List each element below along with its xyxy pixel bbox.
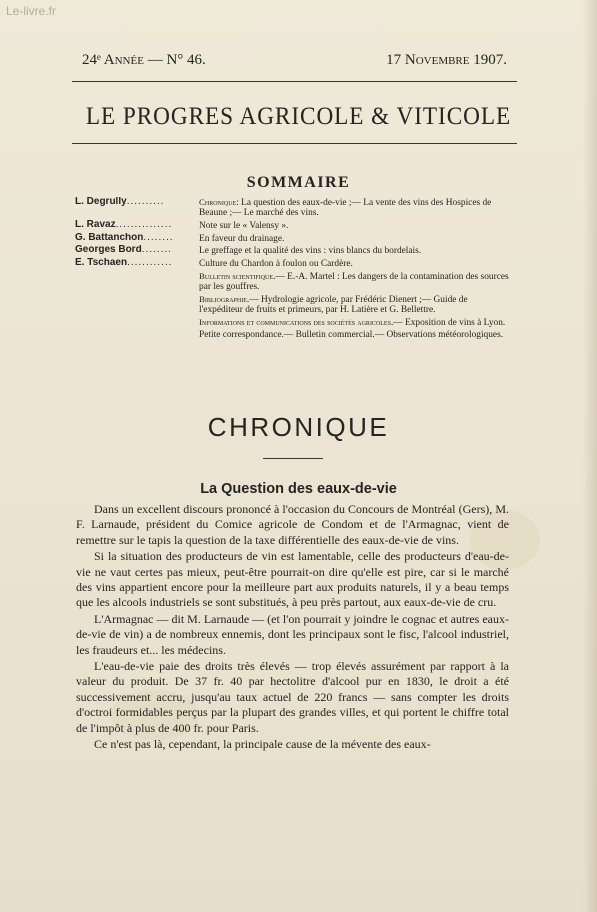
toc-item [75, 329, 512, 340]
top-rule [72, 81, 517, 82]
page-edge-shadow [583, 0, 597, 912]
toc-item [75, 271, 512, 293]
toc-entry: Note sur le « Valensy ». [199, 220, 289, 231]
toc-entry: Bibliographie.— Hydrologie agricole, par Frédéric Dienert ;— Guide de l'expéditeur de fruits et primeurs, par H. Latière et G. Bellettre. [199, 293, 468, 316]
toc-entry: Petite correspondance.— Bulletin commercial.— Observations météorologiques. [199, 330, 504, 341]
article-paragraph: Ce n'est pas là, cependant, la principale cause de la mévente des eaux- [94, 737, 431, 752]
toc-entry: Culture du Chardon à foulon ou Cardère. [199, 259, 353, 270]
toc-author [75, 271, 199, 293]
toc-author: L. Ravaz............... [75, 219, 173, 230]
toc-item [75, 245, 512, 256]
article-paragraph: Si la situation des producteurs de vin est lamentable, celle des producteurs d'eau-de-vie ne vaut certes pas mieux, peut-être pourrait-on dire qu'elle est pire, car si le marché des vins appartient encore pour la meilleure part aux produits naturels, il y a beau temps que les alcools industriels se sont substitués, à peu près partout, aux eaux-de-vie de cru. [76, 549, 509, 610]
masthead-title: LE PROGRES AGRICOLE & VITICOLE [85, 103, 512, 130]
toc-author [75, 329, 199, 340]
toc-author: G. Battanchon........ [75, 232, 174, 243]
toc-entry: Informations et communications des sociétés agricoles.— Exposition de vins à Lyon. [199, 316, 506, 328]
toc-author [75, 294, 199, 316]
toc-entry: Le greffage et la qualité des vins : vins blancs du bordelais. [199, 246, 422, 257]
toc-entry: Bulletin scientifique.— E.-A. Martel : Les dangers de la contamination des sources par les gouffres. [199, 270, 509, 293]
article-paragraph: L'Armagnac — dit M. Larnaude — (et l'on pourrait y joindre le cognac et autres eaux-de-vie de vin) a de nombreux ennemis, dont les principaux sont le fisc, l'alcool industriel, les fraudeurs et... les médecins. [76, 611, 509, 657]
issue-number: 24ᵉ Année — N° 46. [82, 52, 206, 68]
article-paragraph: Dans un excellent discours prononcé à l'occasion du Concours de Montréal (Gers), M. F. Larnaude, président du Comice agricole de Condom et de l'Armagnac, vient de remettre sur le tapis la question de la taxe différentielle des eaux-de-vie de vins. [76, 502, 509, 547]
article-title: La Question des eaux-de-vie [200, 481, 397, 497]
toc-item [75, 294, 512, 316]
toc-entry: Chronique: La question des eaux-de-vie ;— La vente des vins des Hospices de Beaune ;— Le marché des vins. [199, 197, 492, 219]
toc-item [75, 220, 512, 231]
toc-author: L. Degrully.......... [75, 197, 165, 207]
section-divider [263, 458, 323, 459]
toc-author [75, 317, 199, 328]
issue-line [82, 52, 507, 69]
toc-item [75, 258, 512, 269]
article-paragraph: L'eau-de-vie paie des droits très élevés — trop élevés assurément par rapport à la valeur du produit. De 37 fr. 40 par hectolitre d'alcool pur en 1830, le droit a été successivement accru, jusqu'au taux actuel de 220 francs — sans compter les droits d'octroi formidables perçus par la plupart des grandes villes, et qui portent le chiffre total de l'impôt à plus de 400 fr. pour Paris. [76, 659, 509, 735]
table-of-contents [75, 197, 512, 342]
sommaire-title: SOMMAIRE [246, 174, 351, 191]
toc-author: Georges Bord........ [75, 245, 172, 256]
masthead-rule [72, 143, 517, 144]
section-title: CHRONIQUE [207, 412, 390, 442]
article-body [76, 502, 509, 754]
toc-item [75, 317, 512, 328]
toc-entry: En faveur du drainage. [199, 233, 285, 244]
toc-item [75, 233, 512, 244]
watermark: Le-livre.fr [6, 4, 57, 18]
toc-author: E. Tschaen............ [75, 258, 173, 269]
issue-date: 17 Novembre 1907. [386, 52, 507, 68]
toc-item [75, 197, 512, 219]
